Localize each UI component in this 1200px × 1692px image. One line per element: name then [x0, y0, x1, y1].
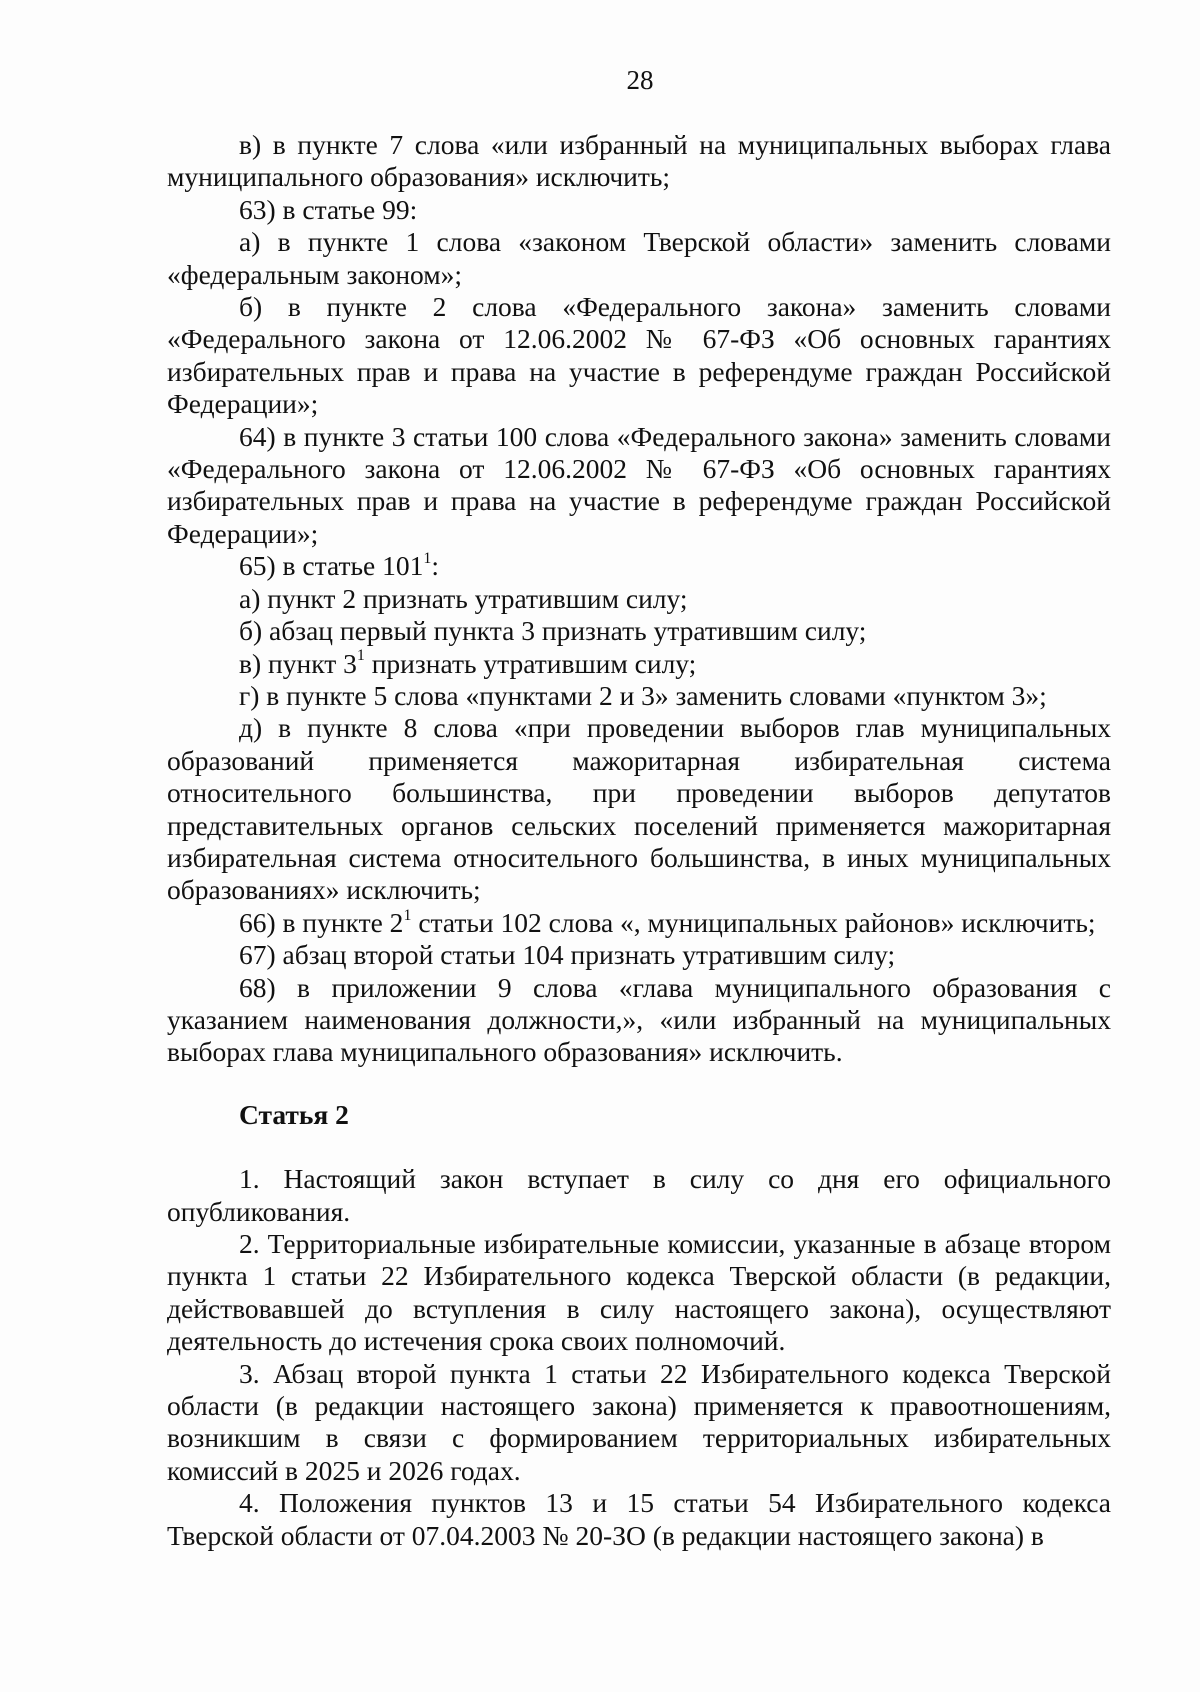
article-2-point-4: 4. Положения пунктов 13 и 15 статьи 54 Избирательного кодекса Тверской области от 07.04.2003 № 20-ЗО (в редакции настоящего закона) в [167, 1487, 1111, 1551]
paragraph-64-article-100: 64) в пункте 3 статьи 100 слова «Федерального закона» заменить словами «Федерального закона от 12.06.2002 № 67-ФЗ «Об основных гарантиях избирательных прав и права на участие в референдуме граждан Российской Федерации»; [167, 420, 1111, 549]
paragraph-65-article-101 [167, 550, 1111, 582]
pv-superscript: 1 [356, 647, 365, 665]
p66-superscript: 1 [403, 906, 412, 924]
paragraph-item-d-point-8: д) в пункте 8 слова «при проведении выборов глав муниципальных образований применяется мажоритарная избирательная система относительного большинства, при проведении выборов депутатов представительных органов сельских поселений применяется мажоритарная избирательная система относительного большинства, в иных муниципальных образованиях» исключить; [167, 712, 1111, 906]
paragraph-67-article-104: 67) абзац второй статьи 104 признать утратившим силу; [239, 939, 896, 971]
paragraph-66-article-102 [167, 907, 1111, 939]
p66-text: 66) в пункте 2 [239, 906, 404, 938]
article-2-point-3: 3. Абзац второй пункта 1 статьи 22 Избирательного кодекса Тверской области (в редакции настоящего закона) применяется к правоотношениям, возникшим в связи с формированием территориальных избирательных комиссий в 2025 и 2026 годах. [167, 1357, 1111, 1486]
paragraph-63-article-99: 63) в статье 99: [239, 193, 418, 225]
paragraph-item-a-point-1: а) в пункте 1 слова «законом Тверской области» заменить словами «федеральным законом»; [167, 226, 1111, 290]
paragraph-item-b-point-2: б) в пункте 2 слова «Федерального закона» заменить словами «Федерального закона от 12.06.2002 № 67-ФЗ «Об основных гарантиях избирательных прав и права на участие в референдуме граждан Российской Федерации»; [167, 291, 1111, 420]
article-2-heading: Статья 2 [239, 1098, 349, 1130]
article-2-point-2: 2. Территориальные избирательные комиссии, указанные в абзаце втором пункта 1 статьи 22 Избирательного кодекса Тверской области (в редакции, действовавшей до вступления в силу настоящего закона), осуществляют деятельность до истечения срока своих полномочий. [167, 1228, 1111, 1357]
pv-text: в) пункт 3 [239, 647, 357, 679]
article-2-point-1: 1. Настоящий закон вступает в силу со дня его официального опубликования. [167, 1163, 1111, 1227]
paragraph-item-v-point-7: в) в пункте 7 слова «или избранный на муниципальных выборах глава муниципального образования» исключить; [167, 129, 1111, 193]
p65-superscript: 1 [423, 550, 432, 568]
p66-tail: статьи 102 слова «, муниципальных районов» исключить; [411, 906, 1096, 938]
paragraph-68-appendix-9: 68) в приложении 9 слова «глава муниципального образования с указанием наименования должности,», «или избранный на муниципальных выборах глава муниципального образования» исключить. [167, 971, 1111, 1068]
p65-tail: : [431, 550, 439, 582]
paragraph-item-g-point-5: г) в пункте 5 слова «пунктами 2 и 3» заменить словами «пунктом 3»; [239, 679, 1047, 711]
paragraph-item-b-point-3: б) абзац первый пункта 3 признать утратившим силу; [239, 615, 867, 647]
p65-text: 65) в статье 101 [239, 550, 424, 582]
page-number: 28 [626, 65, 654, 95]
document-body [167, 129, 1111, 1552]
pv-tail: признать утратившим силу; [364, 647, 697, 679]
paragraph-item-v-point-3-1 [167, 648, 1111, 680]
paragraph-item-a-point-2: а) пункт 2 признать утратившим силу; [239, 582, 688, 614]
